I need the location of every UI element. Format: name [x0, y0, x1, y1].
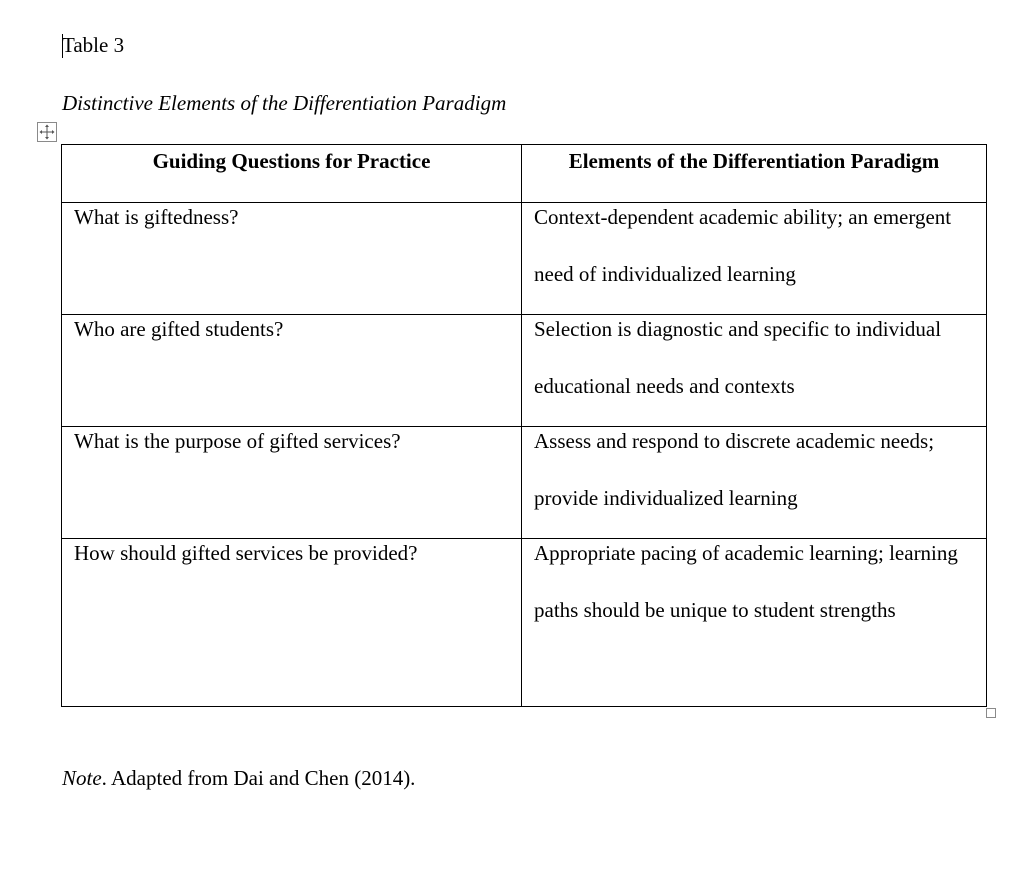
element-cell	[522, 427, 987, 539]
table-row	[62, 203, 987, 315]
element-text: Selection is diagnostic and specific to individual educational needs and contexts	[534, 317, 942, 398]
note-text: . Adapted from Dai and Chen (2014).	[101, 766, 416, 790]
table-note	[62, 764, 415, 792]
question-text: What is giftedness?	[74, 205, 239, 229]
element-text: Context-dependent academic ability; an emergent need of individualized learning	[534, 205, 952, 286]
column-header-elements: Elements of the Differentiation Paradigm	[522, 145, 987, 203]
element-text: Appropriate pacing of academic learning; learning paths should be unique to student strengths	[534, 541, 958, 622]
element-text: Assess and respond to discrete academic needs; provide individualized learning	[534, 429, 935, 510]
column-header-questions: Guiding Questions for Practice	[62, 145, 522, 203]
table-title: Distinctive Elements of the Differentiation Paradigm	[62, 91, 507, 115]
question-cell	[62, 203, 522, 315]
question-cell	[62, 427, 522, 539]
table-number: Table 3	[62, 33, 125, 57]
table-row	[62, 315, 987, 427]
element-cell	[522, 315, 987, 427]
move-icon	[38, 123, 56, 141]
paradigm-table	[61, 144, 987, 707]
table-resize-handle[interactable]	[986, 708, 996, 718]
question-cell	[62, 315, 522, 427]
table-row	[62, 427, 987, 539]
question-text: How should gifted services be provided?	[74, 541, 418, 565]
question-cell	[62, 539, 522, 707]
table-move-handle[interactable]	[37, 122, 57, 142]
question-text: Who are gifted students?	[74, 317, 284, 341]
question-text: What is the purpose of gifted services?	[74, 429, 401, 453]
element-cell	[522, 539, 987, 707]
note-label: Note	[62, 766, 102, 790]
table-row	[62, 539, 987, 707]
element-cell	[522, 203, 987, 315]
